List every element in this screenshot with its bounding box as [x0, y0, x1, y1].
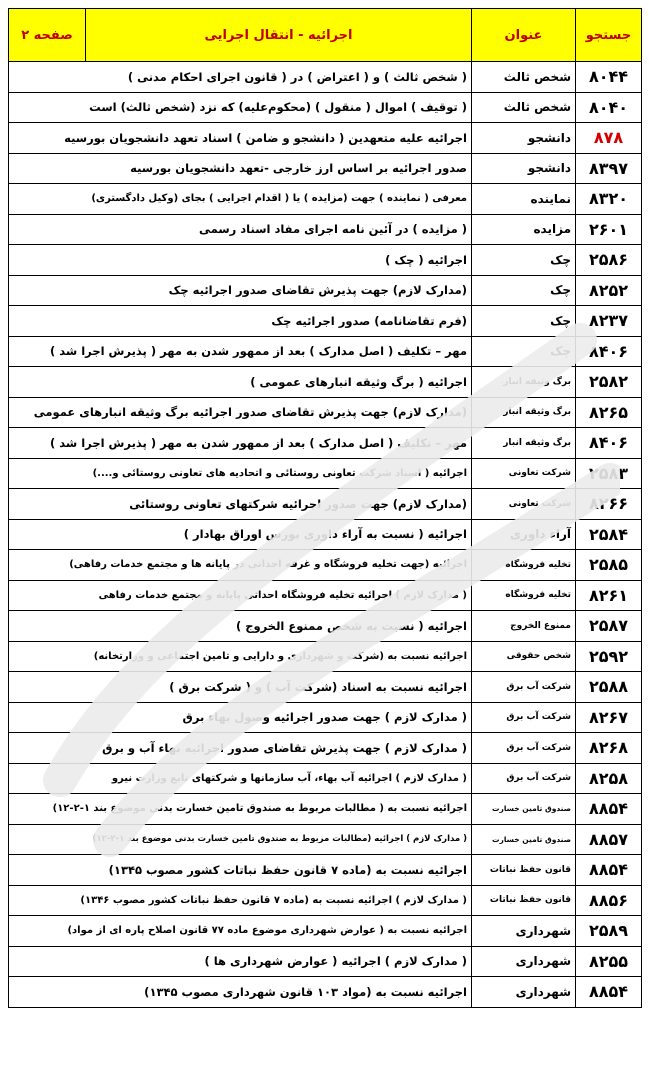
row-subject: شهرداری	[472, 946, 576, 977]
row-description: ( مدارک لازم ) جهت صدور اجرائیه وصول بهاء برق	[9, 702, 472, 733]
row-subject: شخص ثالث	[472, 62, 576, 93]
row-description: اجرائیه نسبت به ( مطالبات مربوط به صندوق تامین خسارت بدنی موضوع بند ۱-۲-۱۲)	[9, 794, 472, 825]
table-row	[9, 580, 642, 611]
row-subject: قانون حفظ نباتات	[472, 855, 576, 886]
row-number: ۲۵۸۳	[576, 458, 642, 489]
row-subject: چک	[472, 306, 576, 337]
row-subject: صندوق تامین خسارت	[472, 824, 576, 855]
row-subject: برگ وثیقه انبار	[472, 367, 576, 398]
row-number: ۸۷۸	[576, 123, 642, 154]
row-subject: شرکت آب برق	[472, 763, 576, 794]
row-number: ۸۲۶۱	[576, 580, 642, 611]
table-row	[9, 428, 642, 459]
row-number: ۸۲۳۷	[576, 306, 642, 337]
row-number: ۲۵۸۷	[576, 611, 642, 642]
table-row	[9, 885, 642, 916]
row-subject: ممنوع الخروج	[472, 611, 576, 642]
row-number: ۸۸۵۴	[576, 855, 642, 886]
row-description: اجرائیه نسبت به (مواد ۱۰۳ قانون شهرداری مصوب ۱۳۴۵)	[9, 977, 472, 1008]
table-row	[9, 702, 642, 733]
table-row	[9, 672, 642, 703]
row-subject: نماینده	[472, 184, 576, 215]
row-subject: شخص حقوقی	[472, 641, 576, 672]
row-description: اجرائیه نسبت به ( عوارض شهرداری موضوع ماده ۷۷ قانون اصلاح پاره ای از مواد)	[9, 916, 472, 947]
row-number: ۲۵۸۴	[576, 519, 642, 550]
row-description: ( شخص ثالث ) و ( اعتراض ) در ( قانون اجرای احکام مدنی )	[9, 62, 472, 93]
row-subject: دانشجو	[472, 153, 576, 184]
row-description: اجرائیه ( اسناد شرکت تعاونی روستائی و اتحادیه های تعاونی روستائی و....)	[9, 458, 472, 489]
row-description: اجرائیه علیه متعهدین ( دانشجو و ضامن ) اسناد تعهد دانشجویان بورسیه	[9, 123, 472, 154]
row-number: ۸۸۵۷	[576, 824, 642, 855]
row-number: ۲۵۸۶	[576, 245, 642, 276]
table-row	[9, 794, 642, 825]
row-subject: چک	[472, 275, 576, 306]
row-number: ۲۶۰۱	[576, 214, 642, 245]
row-number: ۸۸۵۴	[576, 977, 642, 1008]
row-subject: شرکت آب برق	[472, 702, 576, 733]
table-body	[9, 62, 642, 1008]
table-row	[9, 214, 642, 245]
table-row	[9, 763, 642, 794]
row-number: ۸۰۴۴	[576, 62, 642, 93]
table-row	[9, 153, 642, 184]
row-number: ۸۳۲۰	[576, 184, 642, 215]
table-row	[9, 397, 642, 428]
table-row	[9, 367, 642, 398]
section-title: اجرائیه - انتقال اجرایی	[85, 9, 471, 61]
row-description: اجرائیه (جهت تخلیه فروشگاه و غرفه احداثی در پایانه ها و مجتمع خدمات رفاهی)	[9, 550, 472, 581]
table-row	[9, 245, 642, 276]
table-row	[9, 641, 642, 672]
row-description: ( مدارک لازم ) جهت پذیرش تقاضای صدور اجرائیه بهاء آب و برق	[9, 733, 472, 764]
row-number: ۸۸۵۶	[576, 885, 642, 916]
row-number: ۸۴۰۶	[576, 336, 642, 367]
row-description: (مدارک لازم) جهت پذیرش تقاضای صدور اجرائیه برگ وثیقه انبارهای عمومی	[9, 397, 472, 428]
row-description: مهر – تکلیف ( اصل مدارک ) بعد از ممهور شدن به مهر ( پذیرش اجرا شد )	[9, 336, 472, 367]
row-description: اجرائیه ( نسبت به شخص ممنوع الخروج )	[9, 611, 472, 642]
row-description: ( مزایده ) در آئین نامه اجرای مفاد اسناد رسمی	[9, 214, 472, 245]
table-row	[9, 306, 642, 337]
table-row	[9, 550, 642, 581]
row-description: صدور اجرائیه بر اساس ارز خارجی -تعهد دانشجویان بورسیه	[9, 153, 472, 184]
row-description: (مدارک لازم) جهت پذیرش تقاضای صدور اجرائیه چک	[9, 275, 472, 306]
row-subject: شهرداری	[472, 977, 576, 1008]
row-subject: شخص ثالث	[472, 92, 576, 123]
table-row	[9, 916, 642, 947]
row-number: ۸۲۵۲	[576, 275, 642, 306]
row-subject: مزایده	[472, 214, 576, 245]
row-subject: شرکت آب برق	[472, 733, 576, 764]
row-description: اجرائیه ( چک )	[9, 245, 472, 276]
row-subject: برگ وثیقه انبار	[472, 397, 576, 428]
row-number: ۸۲۶۶	[576, 489, 642, 520]
table-row	[9, 184, 642, 215]
row-description: مهر – تکلیف ( اصل مدارک ) بعد از ممهور شدن به مهر ( پذیرش اجرا شد )	[9, 428, 472, 459]
row-description: اجرائیه نسبت به (ماده ۷ قانون حفظ نباتات کشور مصوب ۱۳۴۵)	[9, 855, 472, 886]
table-row	[9, 275, 642, 306]
row-subject: چک	[472, 245, 576, 276]
table-row	[9, 977, 642, 1008]
page-label: صفحه ۲	[21, 27, 73, 43]
row-number: ۸۸۵۴	[576, 794, 642, 825]
row-number: ۸۲۶۵	[576, 397, 642, 428]
row-number: ۸۲۶۸	[576, 733, 642, 764]
row-number: ۲۵۸۲	[576, 367, 642, 398]
table-row	[9, 611, 642, 642]
row-number: ۲۵۸۹	[576, 916, 642, 947]
row-description: ( توقیف ) اموال ( منقول ) (محکوم‌علیه) که نزد (شخص ثالث) است	[9, 92, 472, 123]
row-description: ( مدارک لازم ) اجرائیه آب بهاء، آب سازمانها و شرکتهای تابع وزارت نیرو	[9, 763, 472, 794]
row-number: ۸۳۹۷	[576, 153, 642, 184]
table-row	[9, 336, 642, 367]
row-number: ۸۲۵۵	[576, 946, 642, 977]
row-description: اجرائیه ( نسبت به آراء داوری بورس اوراق بهادار )	[9, 519, 472, 550]
row-subject: قانون حفظ نباتات	[472, 885, 576, 916]
table-row	[9, 733, 642, 764]
row-subject: چک	[472, 336, 576, 367]
index-table	[8, 8, 642, 1008]
row-description: ( مدارک لازم ) اجرائیه (مطالبات مربوط به صندوق تامین خسارت بدنی موضوع بند ۱-۲-۱۲)	[9, 824, 472, 855]
table-row	[9, 62, 642, 93]
table-row	[9, 489, 642, 520]
title-header: عنوان	[472, 9, 576, 62]
row-description: اجرائیه نسبت به اسناد (شرکت آب ) و ( شرکت برق )	[9, 672, 472, 703]
row-number: ۸۰۴۰	[576, 92, 642, 123]
row-subject: شهرداری	[472, 916, 576, 947]
row-subject: برگ وثیقه انبار	[472, 428, 576, 459]
row-number: ۲۵۸۸	[576, 672, 642, 703]
row-subject: دانشجو	[472, 123, 576, 154]
row-description: ( مدارک لازم ) اجرائیه ( عوارض شهرداری ها )	[9, 946, 472, 977]
row-subject: شرکت آب برق	[472, 672, 576, 703]
row-subject: شرکت تعاونی	[472, 489, 576, 520]
search-header: جستجو	[576, 9, 642, 62]
row-number: ۸۴۰۶	[576, 428, 642, 459]
row-subject: شرکت تعاونی	[472, 458, 576, 489]
row-description: معرفی ( نماینده ) جهت (مزایده ) یا ( اقدام اجرایی ) بجای (وکیل دادگستری)	[9, 184, 472, 215]
row-description: ( مدارک لازم ) اجرائیه نسبت به (ماده ۷ قانون حفظ نباتات کشور مصوب ۱۳۴۶)	[9, 885, 472, 916]
table-row	[9, 946, 642, 977]
table-row	[9, 824, 642, 855]
table-row	[9, 519, 642, 550]
table-row	[9, 92, 642, 123]
row-subject: آراء داوری	[472, 519, 576, 550]
row-description: اجرائیه ( برگ وثیقه انبارهای عمومی )	[9, 367, 472, 398]
header-row	[9, 9, 642, 62]
table-row	[9, 123, 642, 154]
table-row	[9, 458, 642, 489]
row-subject: صندوق تامین خسارت	[472, 794, 576, 825]
row-subject: تخلیه فروشگاه	[472, 580, 576, 611]
table-row	[9, 855, 642, 886]
row-description: ( مدارک لازم ) اجرائیه تخلیه فروشگاه احداثی پایانه و مجتمع خدمات رفاهی	[9, 580, 472, 611]
row-description: (فرم تقاضانامه) صدور اجرائیه چک	[9, 306, 472, 337]
row-number: ۸۲۵۸	[576, 763, 642, 794]
row-number: ۲۵۹۲	[576, 641, 642, 672]
row-description: (مدارک لازم) جهت صدور اجرائیه شرکتهای تعاونی روستائی	[9, 489, 472, 520]
row-number: ۲۵۸۵	[576, 550, 642, 581]
row-number: ۸۲۶۷	[576, 702, 642, 733]
row-subject: تخلیه فروشگاه	[472, 550, 576, 581]
row-description: اجرائیه نسبت به (شرکت و شهرداری و دارایی و تامین اجتماعی و وزارتخانه)	[9, 641, 472, 672]
